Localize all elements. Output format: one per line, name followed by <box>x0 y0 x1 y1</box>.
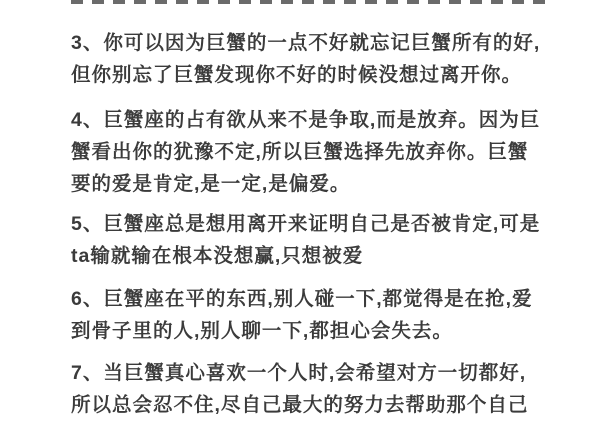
text-line: 5、巨蟹座总是想用离开来证明自己是否被肯定,可是 <box>71 213 541 235</box>
text-line: 但你别忘了巨蟹发现你不好的时候没想过离开你。 <box>71 64 523 86</box>
text-line: 3、你可以因为巨蟹的一点不好就忘记巨蟹所有的好, <box>71 32 541 54</box>
text-line: ta输就输在根本没想赢,只想被爱 <box>71 245 364 267</box>
text-line: 7、当巨蟹真心喜欢一个人时,会希望对方一切都好, <box>71 362 527 384</box>
clipped-text-remnant <box>71 0 547 4</box>
text-line: 蟹看出你的犹豫不定,所以巨蟹选择先放弃你。巨蟹 <box>71 141 529 163</box>
paragraph <box>71 357 600 421</box>
text-line: 4、巨蟹座的占有欲从来不是争取,而是放弃。因为巨 <box>71 109 541 131</box>
paragraph <box>71 283 600 347</box>
text-line: 要的爱是肯定,是一定,是偏爱。 <box>71 173 351 195</box>
paragraph-list <box>71 27 600 421</box>
text-line: 到骨子里的人,别人聊一下,都担心会失去。 <box>71 320 453 342</box>
text-line: 所以总会忍不住,尽自己最大的努力去帮助那个自己 <box>71 394 529 416</box>
paragraph <box>71 27 600 91</box>
paragraph <box>71 208 600 272</box>
paragraph <box>71 104 600 200</box>
text-line: 6、巨蟹座在平的东西,别人碰一下,都觉得是在抢,爱 <box>71 288 533 310</box>
